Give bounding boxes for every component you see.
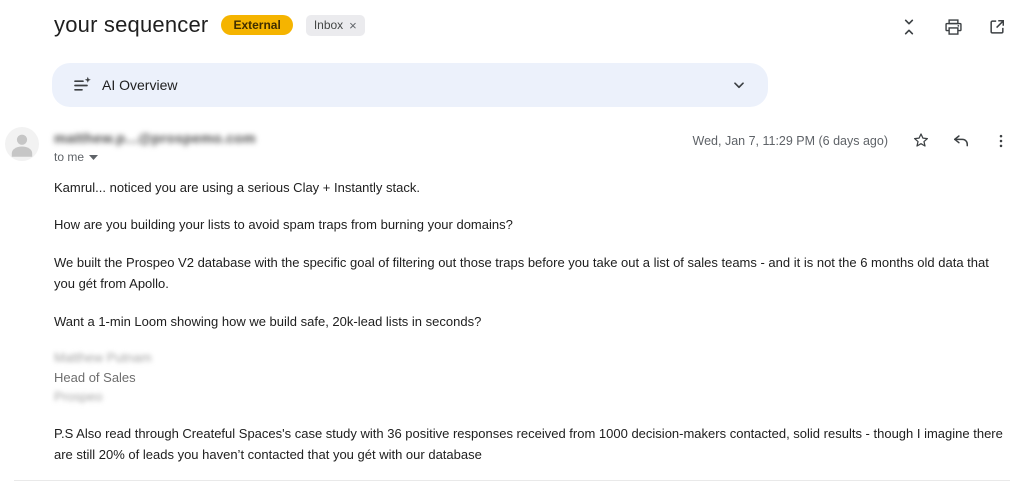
body-paragraph-3: We built the Prospeo V2 database with the specific goal of filtering out those traps before you take out a list of sales teams - and it is not the 6 months old data that you gét from Apollo.	[54, 254, 989, 292]
chevron-down-icon[interactable]	[730, 76, 748, 94]
signature-title: Head of Sales	[54, 369, 136, 385]
external-badge[interactable]: External	[221, 15, 292, 35]
content-bottom-divider	[14, 480, 1010, 481]
inbox-label-text: Inbox	[313, 18, 344, 32]
sender-avatar[interactable]	[5, 127, 39, 161]
body-paragraph-1: Kamrul... noticed you are using a serious Clay + Instantly stack.	[54, 180, 420, 195]
email-body	[54, 177, 1008, 482]
ai-summarize-icon	[72, 75, 92, 95]
print-icon[interactable]	[942, 16, 964, 38]
subject-row	[54, 12, 365, 38]
sender-email: matthew.p...@prospemo.com	[54, 130, 256, 146]
recipient-details-toggle[interactable]	[54, 150, 98, 164]
reply-icon[interactable]	[950, 130, 972, 152]
ps-paragraph: P.S Also read through Createful Spaces's case study with 36 positive responses received from 1000 decision-makers contacted, solid results - though I imagine there are still 20% of leads you haven’t contacted that you gét with our database	[54, 425, 1003, 463]
inbox-label-chip[interactable]	[306, 15, 365, 36]
signature-block	[54, 348, 1008, 407]
sender-block	[54, 130, 256, 164]
star-outline-icon[interactable]	[910, 130, 932, 152]
email-subject: your sequencer	[54, 12, 209, 37]
recipient-label: to me	[54, 150, 85, 164]
remove-label-x-icon[interactable]: ×	[349, 17, 357, 33]
more-vert-icon[interactable]	[990, 130, 1012, 152]
message-actions	[693, 128, 1012, 154]
person-avatar-icon	[5, 127, 39, 161]
body-paragraph-2: How are you building your lists to avoid spam traps from burning your domains?	[54, 217, 513, 233]
ai-overview-bar[interactable]	[52, 63, 768, 107]
body-paragraph-4: Want a 1-min Loom showing how we build safe, 20k-lead lists in seconds?	[54, 313, 482, 329]
collapse-all-icon[interactable]	[898, 16, 920, 38]
ai-overview-label: AI Overview	[102, 77, 178, 93]
signature-name: Matthew Putnam	[54, 350, 152, 366]
signature-company: Prospeo	[54, 389, 103, 405]
message-date: Wed, Jan 7, 11:29 PM (6 days ago)	[692, 134, 888, 148]
open-in-new-icon[interactable]	[986, 16, 1008, 38]
dropdown-caret-icon	[89, 155, 98, 160]
window-actions	[898, 16, 1008, 38]
